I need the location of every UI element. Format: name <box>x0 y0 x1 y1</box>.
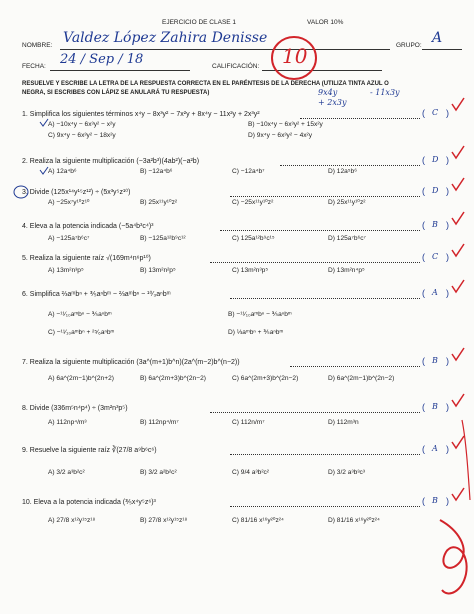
question-2: 2. Realiza la siguiente multiplicación (−3a²b³)(4ab²)(−a²b) <box>22 158 200 165</box>
margin-note-2: - 11x3y <box>370 88 400 97</box>
q8-option-c: C) 112n/m⁷ <box>232 419 265 426</box>
fecha-value: 24 / Sep / 18 <box>60 52 144 67</box>
paren-open-10: ( <box>422 496 425 506</box>
answer-4: B <box>432 220 438 229</box>
q6-option-a: A) −¹¹⁄₁₀aᵐbⁿ − ⅗aⁿbᵐ <box>48 311 112 318</box>
q9-option-a: A) 3/2 a³b²c² <box>48 469 85 476</box>
q4-option-b: B) −125a¹²b⁹c¹² <box>140 235 186 242</box>
paren-open-3: ( <box>422 186 425 196</box>
question-9: 9. Resuelve la siguiente raíz ∛(27/8 a⁹b⁶c⁶) <box>22 447 157 454</box>
q3-option-a: A) −25x⁷y¹⁰z¹⁰ <box>48 199 90 206</box>
paren-open-1: ( <box>422 108 425 118</box>
nombre-value: Valdez López Zahira Denisse <box>63 30 268 46</box>
margin-note-3: + 2x3y <box>318 98 347 107</box>
grade-value: 10 <box>282 44 308 68</box>
question-10: 10. Eleva a la potencia indicada (⅗x⁴y⁵z⁶)³ <box>22 499 156 506</box>
q3-option-d: D) 25x¹¹y¹⁰z² <box>328 199 366 206</box>
paren-close-7: ) <box>446 356 449 366</box>
q1-option-b: B) −10x⁴y − 6x³y² + 15x²y <box>248 121 323 128</box>
q10-option-b: B) 27/8 x¹²y¹⁵z¹⁸ <box>140 517 188 524</box>
q4-option-a: A) −125a⁷b⁶c⁷ <box>48 235 90 242</box>
instructions-line2: NEGRA, SI ESCRIBES CON LÁPIZ SE ANULARÁ TU RESPUESTA) <box>22 90 210 96</box>
q6-option-d: D) ⅓aᵐbⁿ + ⅗aⁿbᵐ <box>228 329 284 336</box>
q10-option-c: C) 81/16 x¹⁶y²⁰z²⁴ <box>232 517 284 524</box>
question-1: 1. Simplifica los siguientes términos x⁴y − 8x³y² − 7x²y + 8x⁴y − 11x²y + 2x³y² <box>22 111 260 118</box>
q2-option-c: C) −12a⁴b⁷ <box>232 168 265 175</box>
instructions-line1: RESUELVE Y ESCRIBE LA LETRA DE LA RESPUESTA CORRECTA EN EL PARÉNTESIS DE LA DERECHA (UTILIZA TINTA AZUL O <box>22 81 389 87</box>
answer-5: C <box>432 252 439 261</box>
paren-close-10: ) <box>446 496 449 506</box>
paren-open-6: ( <box>422 288 425 298</box>
q2-option-b: B) −12a⁴b⁶ <box>140 168 173 175</box>
q4-option-c: C) 125a¹²b⁹c¹⁵ <box>232 235 275 242</box>
q9-option-d: D) 3/2 a³b³c³ <box>328 469 366 476</box>
paren-close-5: ) <box>446 252 449 262</box>
q5-option-a: A) 13m²n³p⁵ <box>48 267 84 274</box>
q10-option-a: A) 27/8 x¹²y¹⁵z¹⁸ <box>48 517 96 524</box>
question-4: 4. Eleva a la potencia indicada (−5a⁴b³c⁴)³ <box>22 223 154 230</box>
q5-option-c: C) 13m²n³p⁵ <box>232 267 269 274</box>
q1-option-a: A) −10x⁴y − 6x³y² − x²y <box>48 121 116 128</box>
paren-open-8: ( <box>422 402 425 412</box>
fecha-label: FECHA: <box>22 63 46 70</box>
q9-option-c: C) 9/4 a³b²c² <box>232 469 270 476</box>
answer-3: D <box>432 186 439 195</box>
paren-close-9: ) <box>446 444 449 454</box>
question-5: 5. Realiza la siguiente raíz √(169m⁴n⁶p¹⁰) <box>22 255 151 262</box>
paren-open-9: ( <box>422 444 425 454</box>
answer-6: A <box>432 288 438 297</box>
q6-option-b: B) −¹¹⁄₁₀aᵐbⁿ − ⅗aⁿbᵐ <box>228 311 292 318</box>
q9-option-b: B) 3/2 a²b²c² <box>140 469 177 476</box>
question-8: 8. Divide (336m⁵n⁴p⁴) ÷ (3m²n³p⁵) <box>22 405 128 412</box>
paren-close-1: ) <box>446 108 449 118</box>
margin-note-1: 9x4y <box>318 88 338 97</box>
q10-option-d: D) 81/16 x¹⁶y²⁰z²⁴ <box>328 517 380 524</box>
paren-open-2: ( <box>422 155 425 165</box>
q3-option-c: C) −25x¹¹y¹⁰z² <box>232 199 274 206</box>
q7-option-a: A) 6a^(2m−1)b^(2n+2) <box>48 375 114 382</box>
paren-open-7: ( <box>422 356 425 366</box>
question-7: 7. Realiza la siguiente multiplicación (3a^(m+1)b^n)(2a^(m−2)b^(n−2)) <box>22 359 240 366</box>
q4-option-d: D) 125a⁷b⁶c⁷ <box>328 235 366 242</box>
sheet-title: EJERCICIO DE CLASE 1 <box>162 19 237 26</box>
q7-option-d: D) 6a^(2m−1)b^(2n−2) <box>328 375 395 382</box>
answer-7: B <box>432 356 438 365</box>
q7-option-c: C) 6a^(2m+3)b^(2n−2) <box>232 375 299 382</box>
grupo-value: A <box>432 30 443 46</box>
grupo-label: GRUPO: <box>396 42 422 49</box>
calificacion-label: CALIFICACIÓN: <box>212 63 260 70</box>
q1-option-c: C) 9x⁴y − 6x³y² − 18x²y <box>48 132 116 139</box>
q7-option-b: B) 6a^(2m+3)b^(2n−2) <box>140 375 206 382</box>
q2-option-d: D) 12a⁵b⁶ <box>328 168 357 175</box>
answer-10: B <box>432 496 438 505</box>
sheet-value: VALOR 10% <box>307 19 344 26</box>
question-3: 3. Divide (125x¹⁴y¹⁵z¹²) ÷ (5x³y⁵z¹⁰) <box>22 189 131 196</box>
q1-option-d: D) 9x⁴y − 6x³y² − 4x²y <box>248 132 313 139</box>
nombre-label: NOMBRE: <box>22 42 53 49</box>
answer-9: A <box>432 444 438 453</box>
question-6: 6. Simplifica ⅔aᵐbⁿ + ⅗aⁿbᵐ − ⅔aᵐbⁿ − ¹⁰⁄₃aⁿbᵐ <box>22 291 171 298</box>
q3-option-b: B) 25x¹¹y¹⁰z² <box>140 199 178 206</box>
q8-option-b: B) 112np⁴/m⁷ <box>140 419 179 426</box>
paren-close-3: ) <box>446 186 449 196</box>
paren-close-6: ) <box>446 288 449 298</box>
q2-option-a: A) 12a⁴b⁶ <box>48 168 77 175</box>
paren-open-5: ( <box>422 252 425 262</box>
paren-close-2: ) <box>446 155 449 165</box>
paren-open-4: ( <box>422 220 425 230</box>
q5-option-d: D) 13m²n⁴p⁵ <box>328 267 365 274</box>
q6-option-c: C) −¹¹⁄₁₀aᵐbⁿ + ²⁵⁄₆aⁿbᵐ <box>48 329 115 336</box>
answer-2: D <box>432 155 439 164</box>
q8-option-a: A) 112np⁴/m³ <box>48 419 87 426</box>
answer-1: C <box>432 108 439 117</box>
paren-close-4: ) <box>446 220 449 230</box>
q5-option-b: B) 13m²n²p⁵ <box>140 267 176 274</box>
answer-8: B <box>432 402 438 411</box>
paren-close-8: ) <box>446 402 449 412</box>
q8-option-d: D) 112m³n <box>328 419 359 426</box>
